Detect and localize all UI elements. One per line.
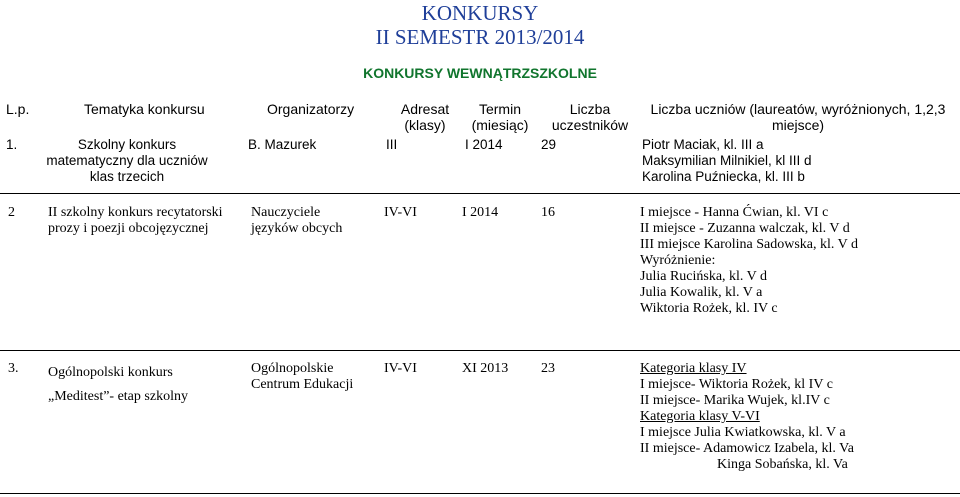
row3-winner: Kinga Sobańska, kl. Va (717, 457, 848, 472)
row2-organizers-line: Nauczyciele (251, 205, 321, 220)
row3-winner: I miejsce Julia Kwiatkowska, kl. V a (640, 425, 846, 440)
row2-topic-line: II szkolny konkurs recytatorski (48, 205, 223, 220)
row3-topic-line: „Meditest”- etap szkolny (48, 389, 188, 404)
row2-topic-line: prozy i poezji obcojęzycznej (48, 221, 209, 236)
row2-winner: III miejsce Karolina Sadowska, kl. V d (640, 237, 858, 252)
header-term-line2: (miesiąc) (471, 117, 529, 133)
row1-topic-line: Szkolny konkurs (77, 137, 177, 152)
row2-winner: Julia Rucińska, kl. V d (640, 269, 768, 284)
row-divider (0, 493, 960, 494)
row3-organizers (251, 361, 353, 393)
header-organizers: Organizatorzy (267, 101, 355, 117)
row2-winner: I miejsce - Hanna Ćwian, kl. VI c (640, 205, 829, 220)
header-term-line1: Termin (478, 101, 521, 117)
row2-count: 16 (541, 205, 555, 220)
header-count (540, 101, 640, 133)
row1-topic (42, 137, 212, 185)
row3-winner: II miejsce- Marika Wujek, kl.IV c (640, 393, 830, 408)
row3-addressee: IV-VI (384, 361, 417, 376)
row2-winner: II miejsce - Zuzanna walczak, kl. V d (640, 221, 850, 236)
row3-count: 23 (541, 361, 555, 376)
row3-category-heading: Kategoria klasy V-VI (640, 409, 760, 424)
row2-term: I 2014 (462, 205, 499, 220)
row2-winner: Julia Kowalik, kl. V a (640, 285, 763, 300)
row1-winner: Karolina Puźniecka, kl. III b (642, 169, 805, 184)
row2-lp: 2 (8, 205, 15, 220)
header-winners-line1: Liczba uczniów (laureatów, wyróżnionych, 1,2,3 (650, 101, 946, 117)
row1-lp: 1. (6, 137, 18, 152)
row3-category-heading: Kategoria klasy IV (640, 361, 747, 376)
row1-organizers: B. Mazurek (248, 137, 317, 152)
row3-topic (48, 361, 188, 409)
row1-topic-line: matematyczny dla uczniów (46, 153, 208, 168)
row-divider (0, 193, 960, 194)
row3-winner: II miejsce- Adamowicz Izabela, kl. Va (640, 441, 854, 456)
row3-lp: 3. (8, 361, 19, 376)
header-addressee-line1: Adresat (400, 101, 450, 117)
page-title: KONKURSY (421, 1, 539, 25)
row1-count: 29 (541, 137, 557, 152)
row3-topic-line: Ogólnopolski konkurs (48, 365, 173, 380)
row2-organizers (251, 205, 342, 237)
row2-addressee: IV-VI (384, 205, 417, 220)
row3-winner: I miejsce- Wiktoria Rożek, kl IV c (640, 377, 833, 392)
header-count-line1: Liczba (569, 101, 611, 117)
row3-winners (640, 361, 854, 473)
row1-winner: Maksymilian Milnikiel, kl III d (642, 153, 812, 168)
row1-winners (642, 137, 812, 185)
row1-addressee: III (386, 137, 398, 152)
row-divider (0, 350, 960, 351)
row2-topic (48, 205, 223, 237)
header-term (455, 101, 545, 133)
section-heading: KONKURSY WEWNĄTRZSZKOLNE (363, 65, 597, 81)
page-subtitle: II SEMESTR 2013/2014 (375, 25, 585, 49)
row1-winner: Piotr Maciak, kl. III a (642, 137, 764, 152)
row3-term: XI 2013 (462, 361, 509, 376)
header-count-line2: uczestników (551, 117, 629, 133)
header-winners (648, 101, 948, 133)
row3-organizers-line: Centrum Edukacji (251, 377, 354, 392)
row2-winner: Wiktoria Rożek, kl. IV c (640, 301, 778, 316)
row1-term: I 2014 (465, 137, 503, 152)
header-addressee-line2: (klasy) (404, 117, 446, 133)
row2-winners (640, 205, 858, 317)
header-topic: Tematyka konkursu (84, 101, 205, 117)
header-winners-line2: miejsce) (771, 117, 825, 133)
row1-topic-line: klas trzecich (89, 169, 165, 184)
row2-organizers-line: języków obcych (251, 221, 343, 236)
row2-winner: Wyróżnienie: (640, 253, 716, 268)
row3-organizers-line: Ogólnopolskie (251, 361, 334, 376)
header-lp: L.p. (6, 101, 30, 117)
